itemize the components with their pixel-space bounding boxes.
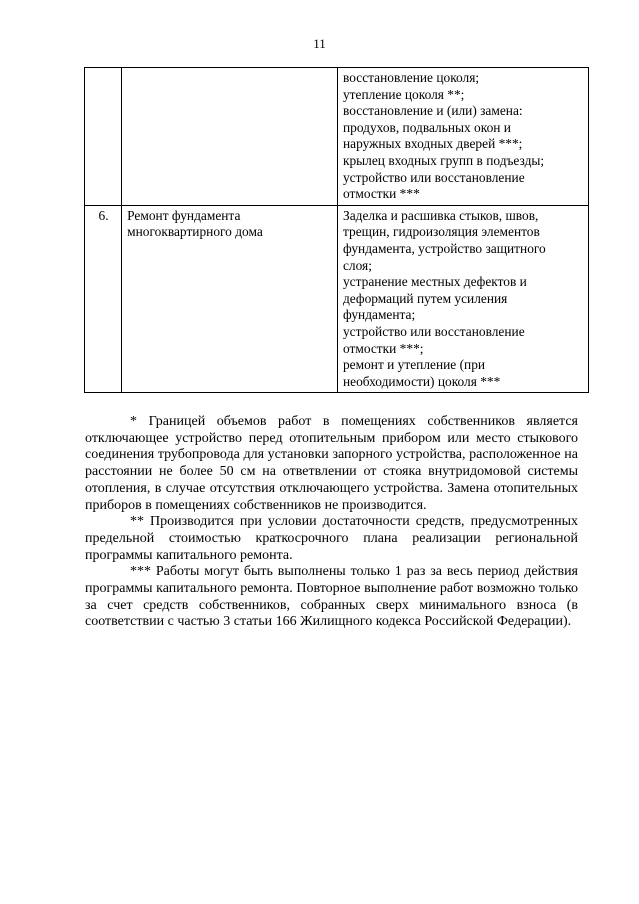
table-row (85, 68, 589, 206)
work-line: продухов, подвальных окон и (342, 119, 511, 135)
work-line: отмостки ***; (342, 340, 424, 356)
work-line: необходимости) цоколя *** (342, 373, 501, 389)
row-number-cell (85, 68, 122, 206)
work-line: деформаций путем усиления (342, 290, 508, 306)
work-type-cell (122, 205, 338, 393)
work-line: Заделка и расшивка стыков, швов, (342, 207, 539, 223)
work-type-line: многоквартирного дома (127, 224, 263, 240)
work-line: устройство или восстановление (342, 323, 525, 339)
work-line: ремонт и утепление (при (342, 357, 486, 373)
work-line: фундамента, устройство защитного (342, 240, 546, 256)
footnotes (85, 414, 578, 631)
work-line: устранение местных дефектов и (342, 274, 527, 290)
works-table (84, 67, 589, 393)
work-line: восстановление и (или) замена: (342, 103, 523, 119)
work-line: трещин, гидроизоляция элементов (342, 224, 540, 240)
footnote-1: * Границей объемов работ в помещениях собственников является отключающее устройство перед отопительным прибором или место стыкового соединения трубопровода для установки запорного устройства, расположенное на расстоянии не более 50 см на ответвлении от стояка внутридомовой системы отопления, в случае отсутствия отключающего устройства. Замена отопительных приборов в помещениях собственников не производится. (85, 414, 578, 513)
work-line: наружных входных дверей ***; (342, 136, 523, 152)
work-list-cell (337, 68, 588, 206)
work-line: крылец входных групп в подъезды; (342, 152, 545, 168)
row-number-cell: 6. (85, 205, 122, 393)
work-type-line: Ремонт фундамента (127, 207, 241, 223)
work-line: восстановление цоколя; (342, 70, 480, 85)
footnote-2: ** Производится при условии достаточности средств, предусмотренных предельной стоимостью краткосрочного плана реализации региональной программы капитального ремонта. (85, 514, 578, 563)
work-line: устройство или восстановление (342, 169, 525, 185)
work-line: отмостки *** (342, 186, 420, 202)
work-list-cell (337, 205, 588, 393)
work-type-cell (122, 68, 338, 206)
work-line: утепление цоколя **; (342, 86, 465, 102)
footnote-3: *** Работы могут быть выполнены только 1 раз за весь период действия программы капитального ремонта. Повторное выполнение работ возможно только за счет средств собственников, собранных сверх минимального взноса (в соответствии с частью 3 статьи 166 Жилищного кодекса Российской Федерации). (85, 564, 578, 630)
work-line: слоя; (342, 257, 372, 273)
table-row (85, 205, 589, 393)
page-number: 11 (313, 36, 326, 51)
work-line: фундамента; (342, 307, 416, 323)
